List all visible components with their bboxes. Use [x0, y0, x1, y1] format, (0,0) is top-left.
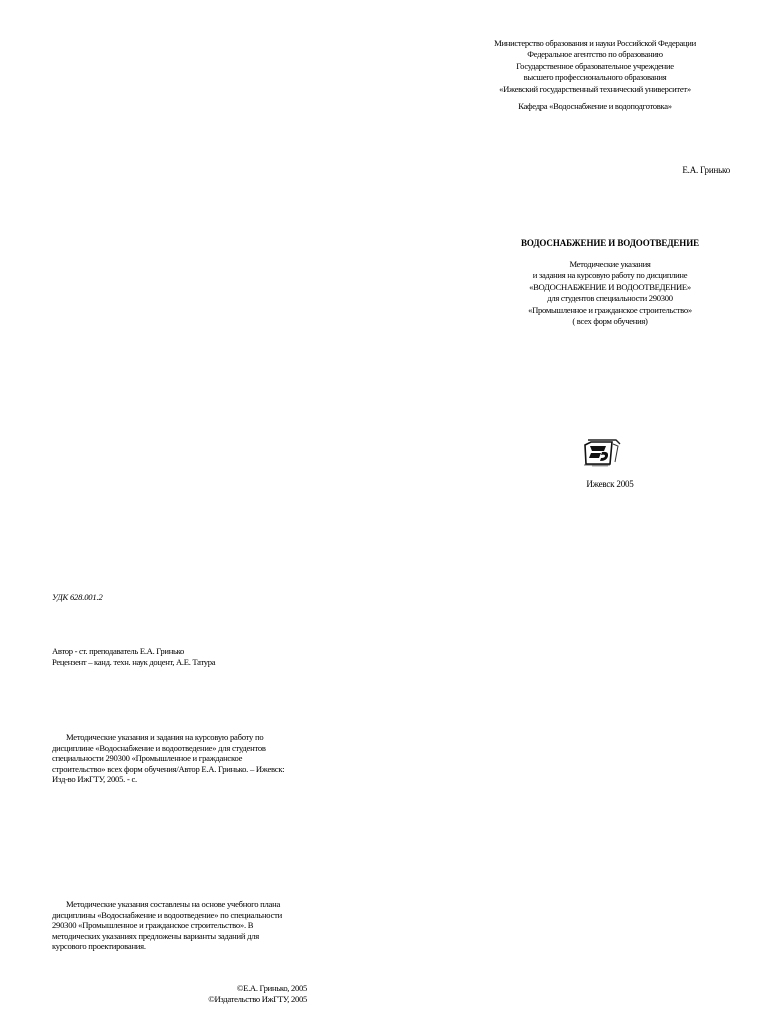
- reviewer-line: Рецензент – канд. техн. наук доцент, А.Е. Татура: [52, 657, 216, 668]
- abstract-line: Изд-во ИжГТУ, 2005. - с.: [52, 774, 137, 785]
- author-line: Автор - ст. преподаватель Е.А. Гринько: [52, 646, 185, 656]
- university-emblem-icon: [582, 438, 622, 468]
- ministry-header: [470, 38, 720, 95]
- document-title: ВОДОСНАБЖЕНИЕ И ВОДООТВЕДЕНИЕ: [520, 238, 700, 248]
- subtitle-line: ( всех форм обучения): [572, 316, 648, 327]
- bibliographic-abstract: [52, 732, 308, 785]
- abstract-line: специальности 290300 «Промышленное и гражданское: [52, 753, 243, 764]
- abstract-line: дисциплине «Водоснабжение и водоотведение» для студентов: [52, 742, 266, 753]
- ministry-line: высшего профессионального образования: [523, 72, 667, 83]
- ministry-line: Министерство образования и науки Российской Федерации: [494, 38, 696, 48]
- ministry-line: Федеральное агентство по образованию: [527, 49, 663, 60]
- abstract-line: Методические указания и задания на курсовую работу по: [66, 732, 264, 742]
- author-info: [52, 646, 312, 668]
- copyright-block: [100, 983, 307, 1006]
- annotation-line: 290300 «Промышленное и гражданское строительство». В: [52, 920, 254, 931]
- department-name: Кафедра «Водоснабжение и водоподготовка»: [518, 101, 672, 111]
- annotation-line: курсового проектирования.: [52, 941, 146, 952]
- ministry-line: Государственное образовательное учреждение: [516, 60, 674, 71]
- annotation-line: методических указаниях предложены варианты заданий для: [52, 930, 259, 941]
- subtitle-line: «Промышленное и гражданское строительство»: [528, 304, 692, 315]
- subtitle-line: и задания на курсовую работу по дисциплине: [532, 270, 688, 281]
- subtitle-line: Методические указания: [569, 259, 651, 269]
- annotation: [52, 899, 308, 952]
- subtitle-line: для студентов специальности 290300: [547, 293, 673, 304]
- copyright-line: ©Издательство ИжГТУ, 2005: [208, 994, 307, 1005]
- annotation-line: дисциплины «Водоснабжение и водоотведение» по специальности: [52, 909, 282, 920]
- ministry-line: «Ижевский государственный технический университет»: [499, 83, 691, 94]
- abstract-line: строительство» всех форм обучения/Автор Е.А. Гринько. – Ижевск:: [52, 763, 285, 774]
- copyright-line: ©Е.А. Гринько, 2005: [236, 983, 307, 993]
- udk-code: УДК 628.001.2: [52, 592, 103, 602]
- author-name: Е.А. Гринько: [682, 165, 730, 175]
- city-year: Ижевск 2005: [586, 479, 634, 489]
- annotation-line: Методические указания составлены на основе учебного плана: [66, 899, 281, 909]
- subtitle-line: «ВОДОСНАБЖЕНИЕ И ВОДООТВЕДЕНИЕ»: [529, 281, 691, 292]
- document-subtitle: [480, 259, 740, 327]
